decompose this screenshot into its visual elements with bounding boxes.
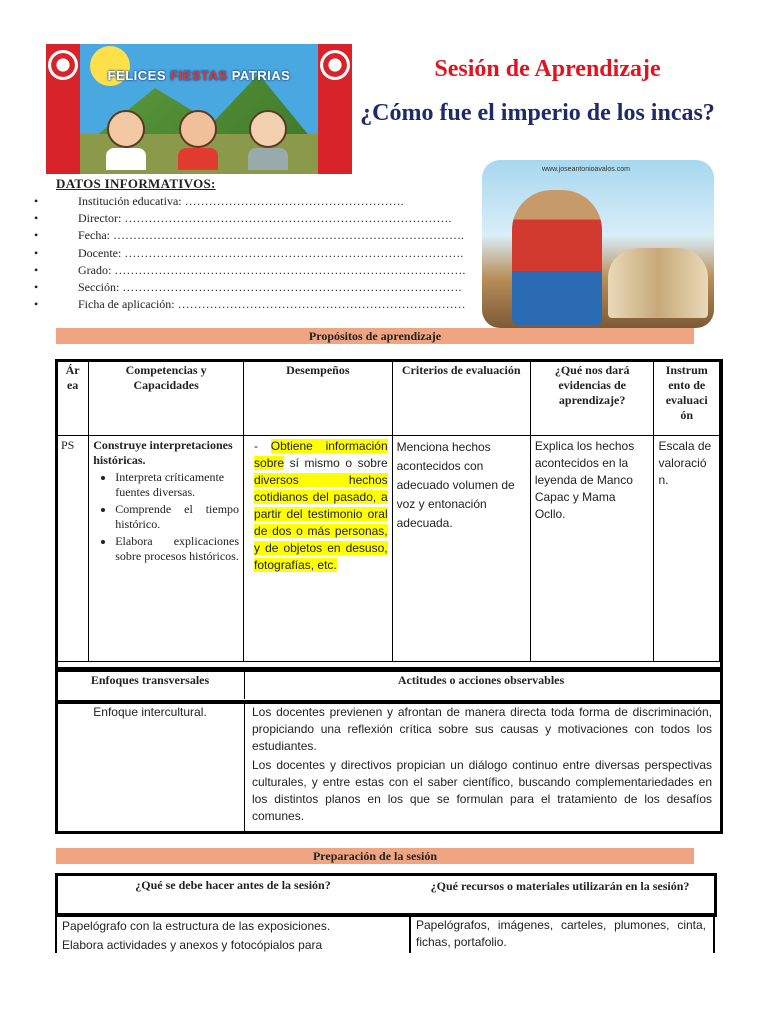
cell-evidencia: Explica los hechos acontecidos en la leyenda de Manco Capac y Mama Ocllo. bbox=[530, 436, 654, 662]
flag-ribbon-left bbox=[46, 44, 80, 174]
list-item: • Institución educativa: ………………………………………………. bbox=[30, 193, 490, 210]
child-figure bbox=[176, 110, 220, 168]
list-item: • Docente: …………………………………………………………………………. bbox=[30, 245, 490, 262]
header-instrumento: Instrum ento de evaluaci ón bbox=[654, 361, 720, 436]
header-competencias: Competencias y Capacidades bbox=[89, 361, 244, 436]
cell-desempeno: - Obtiene información sobre sí mismo o sobre diversos hechos cotidianos del pasado, a partir del testimonio oral de dos o más personas, y de objetos en desuso, fotografías, etc. bbox=[244, 436, 393, 662]
list-item: • Ficha de aplicación: ……………………………………………………………… bbox=[30, 296, 490, 313]
enfoque-text: Enfoque intercultural. bbox=[93, 705, 207, 719]
actitudes-header: Actitudes o acciones observables bbox=[397, 673, 565, 687]
list-item: • Interpreta críticamente fuentes diversas. bbox=[115, 470, 239, 500]
warrior-graphic bbox=[512, 190, 602, 325]
list-item: • Sección: …………………………………………………………………………. bbox=[30, 279, 490, 296]
list-item: • Fecha: ……………………………………………………………………………. bbox=[30, 227, 490, 244]
page-subtitle: ¿Cómo fue el imperio de los incas? bbox=[360, 100, 715, 126]
antes-text: Papelógrafo con la estructura de las exposiciones. Elabora actividades y anexos y fotocópialos para bbox=[62, 919, 331, 952]
child-figure bbox=[246, 110, 290, 168]
highlighted-text: diversos hechos cotidianos del pasado, a partir del testimonio oral de dos o más personas, y de objetos en desuso, fotografías, etc. bbox=[254, 473, 388, 572]
list-item: • Grado: ……………………………………………………………………………. bbox=[30, 262, 490, 279]
banner-title: FELICES FIESTAS PATRIAS bbox=[107, 68, 291, 83]
felices-fiestas-patrias-banner bbox=[46, 44, 352, 174]
list-item: • Comprende el tiempo histórico. bbox=[115, 502, 239, 532]
table-row bbox=[57, 436, 720, 662]
header-evidencias: ¿Qué nos dará evidencias de aprendizaje? bbox=[530, 361, 654, 436]
datos-heading: DATOS INFORMATIVOS: bbox=[56, 176, 216, 191]
photo-watermark: www.joseantonioavalos.com bbox=[542, 166, 630, 173]
recursos-header: ¿Qué recursos o materiales utilizarán en la sesión? bbox=[430, 879, 690, 893]
cell-competencias bbox=[89, 436, 244, 662]
recursos-text: Papelógrafos, imágenes, carteles, plumones, cinta, fichas, portafolio. bbox=[416, 918, 706, 949]
crowd-graphic bbox=[608, 248, 708, 318]
highlighted-text: Obtiene información sobre bbox=[254, 439, 388, 470]
page-title: Sesión de Aprendizaje bbox=[434, 56, 661, 82]
table-header-row bbox=[57, 361, 720, 436]
cell-area: PS bbox=[57, 436, 89, 662]
accion-text: Los docentes previenen y afrontan de manera directa toda forma de discriminación, propiciando una reflexión crítica sobre sus causas y motivaciones con todos los estudiantes. bbox=[252, 705, 712, 753]
header-area: Ár ea bbox=[57, 361, 89, 436]
accion-text: Los docentes y directivos propician un diálogo continuo entre diversas perspectivas culturales, y entre estas con el saber científico, buscando complementariedades en los distintos planos en los que se formulan para el tratamiento de los desafíos comunes. bbox=[252, 758, 712, 823]
antes-header: ¿Qué se debe hacer antes de la sesión? bbox=[135, 878, 331, 892]
cell-instrumento: Escala de valoración. bbox=[654, 436, 720, 662]
header-criterios: Criterios de evaluación bbox=[392, 361, 530, 436]
datos-list bbox=[30, 193, 490, 313]
inca-warrior-illustration bbox=[482, 160, 714, 328]
flag-ribbon-right bbox=[318, 44, 352, 174]
list-item: • Director: ………………………………………………………………………. bbox=[30, 210, 490, 227]
section-bar-propositos: Propósitos de aprendizaje bbox=[56, 328, 694, 344]
child-figure bbox=[104, 110, 148, 168]
list-item: • Elabora explicaciones sobre procesos históricos. bbox=[115, 534, 239, 564]
enfoques-header: Enfoques transversales bbox=[90, 673, 210, 687]
header-desempenos: Desempeños bbox=[244, 361, 393, 436]
cell-criterio: Menciona hechos acontecidos con adecuado volumen de voz y entonación adecuada. bbox=[392, 436, 530, 662]
propositos-table bbox=[56, 360, 720, 662]
capacidades-list bbox=[93, 470, 239, 564]
competencia-text: Construye interpretaciones históricas. bbox=[93, 438, 233, 467]
section-bar-preparacion: Preparación de la sesión bbox=[56, 848, 694, 864]
